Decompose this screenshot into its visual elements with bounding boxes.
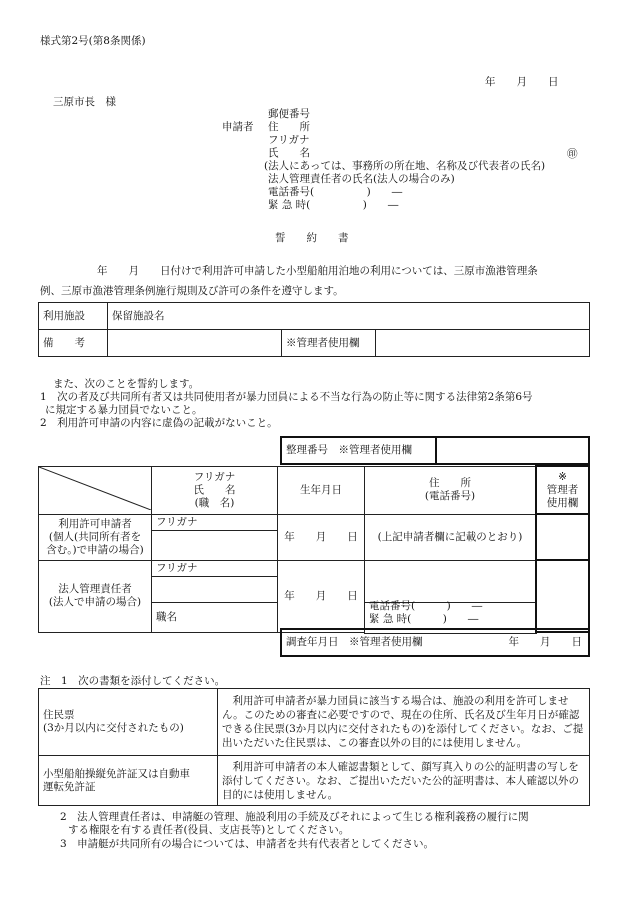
pledge-line-2: 例、三原市漁港管理条例施行規則及び許可の条件を遵守します。 xyxy=(40,285,344,297)
header-admin-mark: ※ xyxy=(558,470,567,483)
header-address-cell xyxy=(365,466,537,514)
row2-label-cell xyxy=(39,560,152,632)
survey-date: 年 月 日 xyxy=(435,629,589,656)
facility-table xyxy=(38,302,590,357)
notes-heading: 注 1 次の書類を添付してください。 xyxy=(40,675,226,687)
doc1-label-1: 住民票 xyxy=(43,709,75,721)
phone-label: 電話番号( ) ― xyxy=(268,186,403,198)
note-2-line-2: する権限を有する責任者(役員、支店長等)としてください。 xyxy=(68,824,350,836)
document-title: 誓 約 書 xyxy=(275,232,349,244)
also-pledge: また、次のことを誓約します。 xyxy=(53,378,200,390)
item-1-line-1: 1 次の者及び共同所有者又は共同使用者が暴力団員による不当な行為の防止等に関する法律第2条第6号 xyxy=(40,391,533,403)
row2-address[interactable] xyxy=(365,560,537,602)
row1-furigana: フリガナ xyxy=(152,514,278,530)
note-3: 3 申請艇が共同所有の場合については、申請者を共有代表者としてください。 xyxy=(60,838,434,850)
applicant-table xyxy=(38,465,590,634)
facility-label: 利用施設 xyxy=(39,303,108,330)
address-label: 住 所 xyxy=(268,121,310,133)
registration-no-cell xyxy=(436,437,589,464)
row1-address: (上記申請者欄に記載のとおり) xyxy=(365,514,537,560)
header-address: 住 所 xyxy=(429,477,471,489)
facility-admin-cell xyxy=(376,330,590,357)
row2-job: 職名 xyxy=(152,602,278,632)
doc2-label-1: 小型船舶操縦免許証又は自動車 xyxy=(43,767,190,780)
row1-dob: 年 月 日 xyxy=(278,514,365,560)
facility-value: 保留施設名 xyxy=(108,303,590,330)
doc1-label-cell xyxy=(39,689,218,756)
header-admin-use: 使用欄 xyxy=(546,496,579,509)
row2-furigana: フリガナ xyxy=(152,560,278,576)
row2-label-1: 法人管理責任者 xyxy=(58,583,132,595)
survey-table xyxy=(280,628,590,657)
row1-label-1: 利用許可申請者 xyxy=(58,517,132,530)
furigana-label: フリガナ xyxy=(268,134,310,146)
row1-label-cell xyxy=(39,514,152,560)
remarks-value[interactable] xyxy=(108,330,282,357)
header-name-cell xyxy=(152,466,278,514)
registration-no-label: 整理番号 ※管理者使用欄 xyxy=(281,437,436,464)
applicant-label: 申請者 xyxy=(222,121,254,133)
header-furigana: フリガナ xyxy=(193,470,236,483)
documents-table xyxy=(38,688,590,806)
header-phone: (電話番号) xyxy=(424,490,476,502)
row2-emergency: 緊 急 時( ) ― xyxy=(369,613,479,626)
registration-table xyxy=(280,436,590,465)
remarks-label: 備 考 xyxy=(39,330,108,357)
row2-admin xyxy=(536,560,589,632)
item-1-line-2: に規定する暴力団員でないこと。 xyxy=(45,404,203,416)
survey-label: 調査年月日 ※管理者使用欄 xyxy=(281,629,435,656)
header-name: 氏 名 xyxy=(193,483,236,496)
row2-label-2: (法人で申請の場合) xyxy=(48,596,142,608)
postal-label: 郵便番号 xyxy=(268,108,310,120)
diagonal-line xyxy=(39,467,151,510)
row2-dob: 年 月 日 xyxy=(278,560,365,632)
row1-label-3: 含む。)で申請の場合) xyxy=(46,543,144,556)
header-dob: 生年月日 xyxy=(278,466,365,514)
pledge-line-1: 年 月 日付けで利用許可申請した小型船舶用泊地の利用については、三原市漁港管理条 xyxy=(97,265,538,277)
doc1-text: 利用許可申請者が暴力団員に該当する場合は、施設の利用を許可しません。このための審査に必要ですので、現在の住所、氏名及び生年月日が確認できる住民票(3か月以内に交付されたもの)を添付してください。なお、ご提出いただいた住民票は、この審査以外の目的には使用しません。 xyxy=(218,689,590,756)
diagonal-header-cell xyxy=(39,466,152,514)
doc2-label-2: 運転免許証 xyxy=(43,780,96,793)
emergency-label: 緊 急 時( ) ― xyxy=(268,199,399,211)
form-id: 様式第2号(第8条関係) xyxy=(40,35,146,47)
doc1-label-2: (3か月以内に交付されたもの) xyxy=(43,722,184,734)
name-label: 氏 名 xyxy=(268,147,310,159)
manager-label: 法人管理責任者の氏名(法人の場合のみ) xyxy=(268,173,455,185)
row1-admin xyxy=(536,514,589,560)
item-2: 2 利用許可申請の内容に虚偽の記載がないこと。 xyxy=(40,417,278,429)
doc2-label-cell xyxy=(39,756,218,806)
row2-name[interactable] xyxy=(152,576,278,602)
row1-name[interactable] xyxy=(152,530,278,560)
header-admin: 管理者 xyxy=(546,483,579,496)
header-job: (職 名) xyxy=(194,496,235,509)
date-line: 年 月 日 xyxy=(485,76,559,88)
row2-phone: 電話番号( ) ― xyxy=(369,600,483,613)
header-admin-cell xyxy=(536,466,589,514)
doc2-text: 利用許可申請者の本人確認書類として、顔写真入りの公的証明書の写しを添付してください。なお、ご提出いただいた公的証明書は、本人確認以外の目的には使用しません。 xyxy=(218,756,590,806)
row1-label-2: (個人(共同所有者を xyxy=(48,530,142,543)
seal-mark: ㊞ xyxy=(567,148,578,160)
facility-admin-use: ※管理者使用欄 xyxy=(282,330,376,357)
note-2-line-1: 2 法人管理責任者は、申請艇の管理、施設利用の手続及びそれによって生じる権利義務の履行に関 xyxy=(60,811,529,823)
corp-note: (法人にあっては、事務所の所在地、名称及び代表者の氏名) xyxy=(264,160,546,172)
addressee: 三原市長 様 xyxy=(53,96,116,108)
